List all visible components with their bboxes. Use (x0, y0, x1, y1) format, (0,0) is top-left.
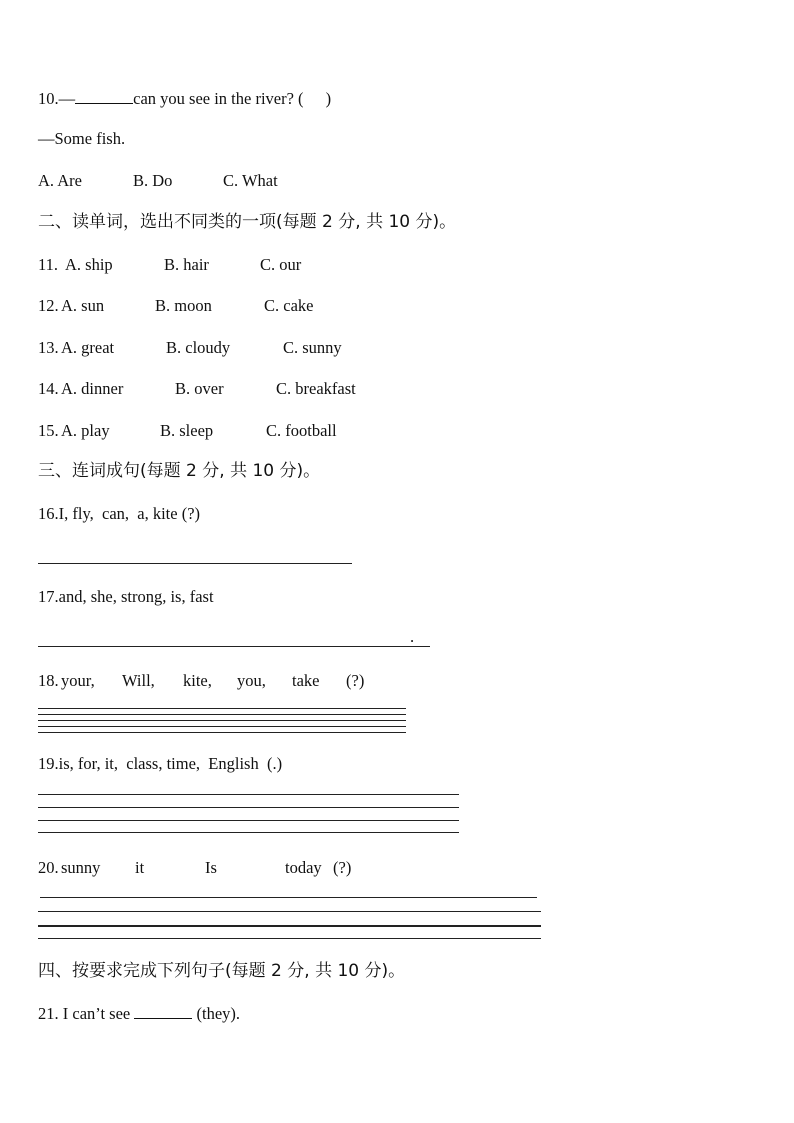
question-12-number: 12. (38, 296, 59, 315)
option-c: C. sunny (283, 338, 342, 357)
question-17 (38, 587, 214, 607)
answer-line[interactable] (38, 714, 406, 715)
option-a: A. play (61, 421, 110, 440)
question-15-number: 15. (38, 421, 59, 440)
word: today (285, 858, 322, 877)
option-b: B. cloudy (166, 338, 231, 357)
option-a: A. sun (61, 296, 105, 315)
sentence-start: I can’t see (58, 1004, 135, 1023)
option-c: C. breakfast (276, 379, 356, 398)
punctuation-hint: (?) (181, 504, 201, 523)
question-13-number: 13. (38, 338, 59, 357)
word: kite, (183, 671, 212, 690)
option-b: B. sleep (160, 421, 214, 440)
option-b: B. over (175, 379, 224, 398)
option-c: C. cake (264, 296, 314, 315)
close-bracket: ) (325, 89, 332, 108)
question-number: 19. (38, 754, 59, 773)
option-b: B. hair (164, 255, 209, 274)
question-10-answer: —Some fish. (38, 129, 126, 148)
answer-line[interactable] (38, 726, 406, 727)
question-16 (38, 504, 200, 524)
option-b: B. Do (133, 171, 173, 190)
word: you, (237, 671, 266, 690)
word: Is (205, 858, 217, 877)
section-2-title: 二、读单词，选出不同类的一项(每题 2 分, 共 10 分)。 (38, 212, 457, 232)
answer-line[interactable] (38, 925, 541, 927)
punctuation-hint: (?) (346, 671, 365, 690)
answer-line[interactable] (38, 794, 459, 795)
answer-line[interactable] (38, 832, 459, 833)
answer-line[interactable] (38, 807, 459, 808)
answer-blank[interactable] (134, 1003, 192, 1019)
option-a: A. Are (38, 171, 82, 190)
word: it (135, 858, 145, 877)
option-a: A. dinner (61, 379, 124, 398)
sentence-end: (they). (192, 1004, 241, 1023)
answer-line[interactable] (38, 911, 541, 912)
question-21 (38, 1003, 240, 1024)
option-c: C. football (266, 421, 337, 440)
answer-line[interactable] (38, 820, 459, 821)
question-20-number: 20. (38, 858, 59, 877)
question-number: 10. (38, 89, 59, 108)
question-19 (38, 754, 282, 774)
question-10 (38, 88, 331, 109)
question-number: 16. (38, 504, 59, 523)
answer-line[interactable] (38, 563, 352, 564)
word-list: is, for, it, class, time, English (58, 754, 259, 773)
answer-line[interactable] (38, 708, 406, 709)
word-list: I, fly, can, a, kite (58, 504, 178, 523)
punctuation-hint: (?) (333, 858, 352, 877)
period-mark: . (410, 627, 415, 646)
question-14-number: 14. (38, 379, 59, 398)
word: take (292, 671, 320, 690)
question-number: 21. (38, 1004, 59, 1023)
question-number: 17. (38, 587, 59, 606)
answer-line[interactable] (38, 732, 406, 733)
question-stem: can you see in the river? ( (133, 89, 304, 108)
punctuation-hint: (.) (266, 754, 283, 773)
answer-line[interactable] (38, 720, 406, 721)
option-a: A. great (61, 338, 115, 357)
answer-line[interactable] (38, 938, 541, 939)
answer-line[interactable] (38, 646, 430, 647)
word: Will, (122, 671, 155, 690)
word: sunny (61, 858, 101, 877)
option-a: A. ship (65, 255, 113, 274)
section-3-title: 三、连词成句(每题 2 分, 共 10 分)。 (38, 461, 321, 481)
word: your, (61, 671, 95, 690)
question-11-number: 11. (38, 255, 59, 274)
option-c: C. our (260, 255, 302, 274)
answer-blank[interactable] (75, 88, 133, 104)
option-c: C. What (223, 171, 278, 190)
section-4-title: 四、按要求完成下列句子(每题 2 分, 共 10 分)。 (38, 961, 406, 981)
dash: — (58, 89, 76, 108)
option-b: B. moon (155, 296, 212, 315)
question-18-number: 18. (38, 671, 59, 690)
word-list: and, she, strong, is, fast (58, 587, 214, 606)
answer-line[interactable] (40, 897, 537, 898)
